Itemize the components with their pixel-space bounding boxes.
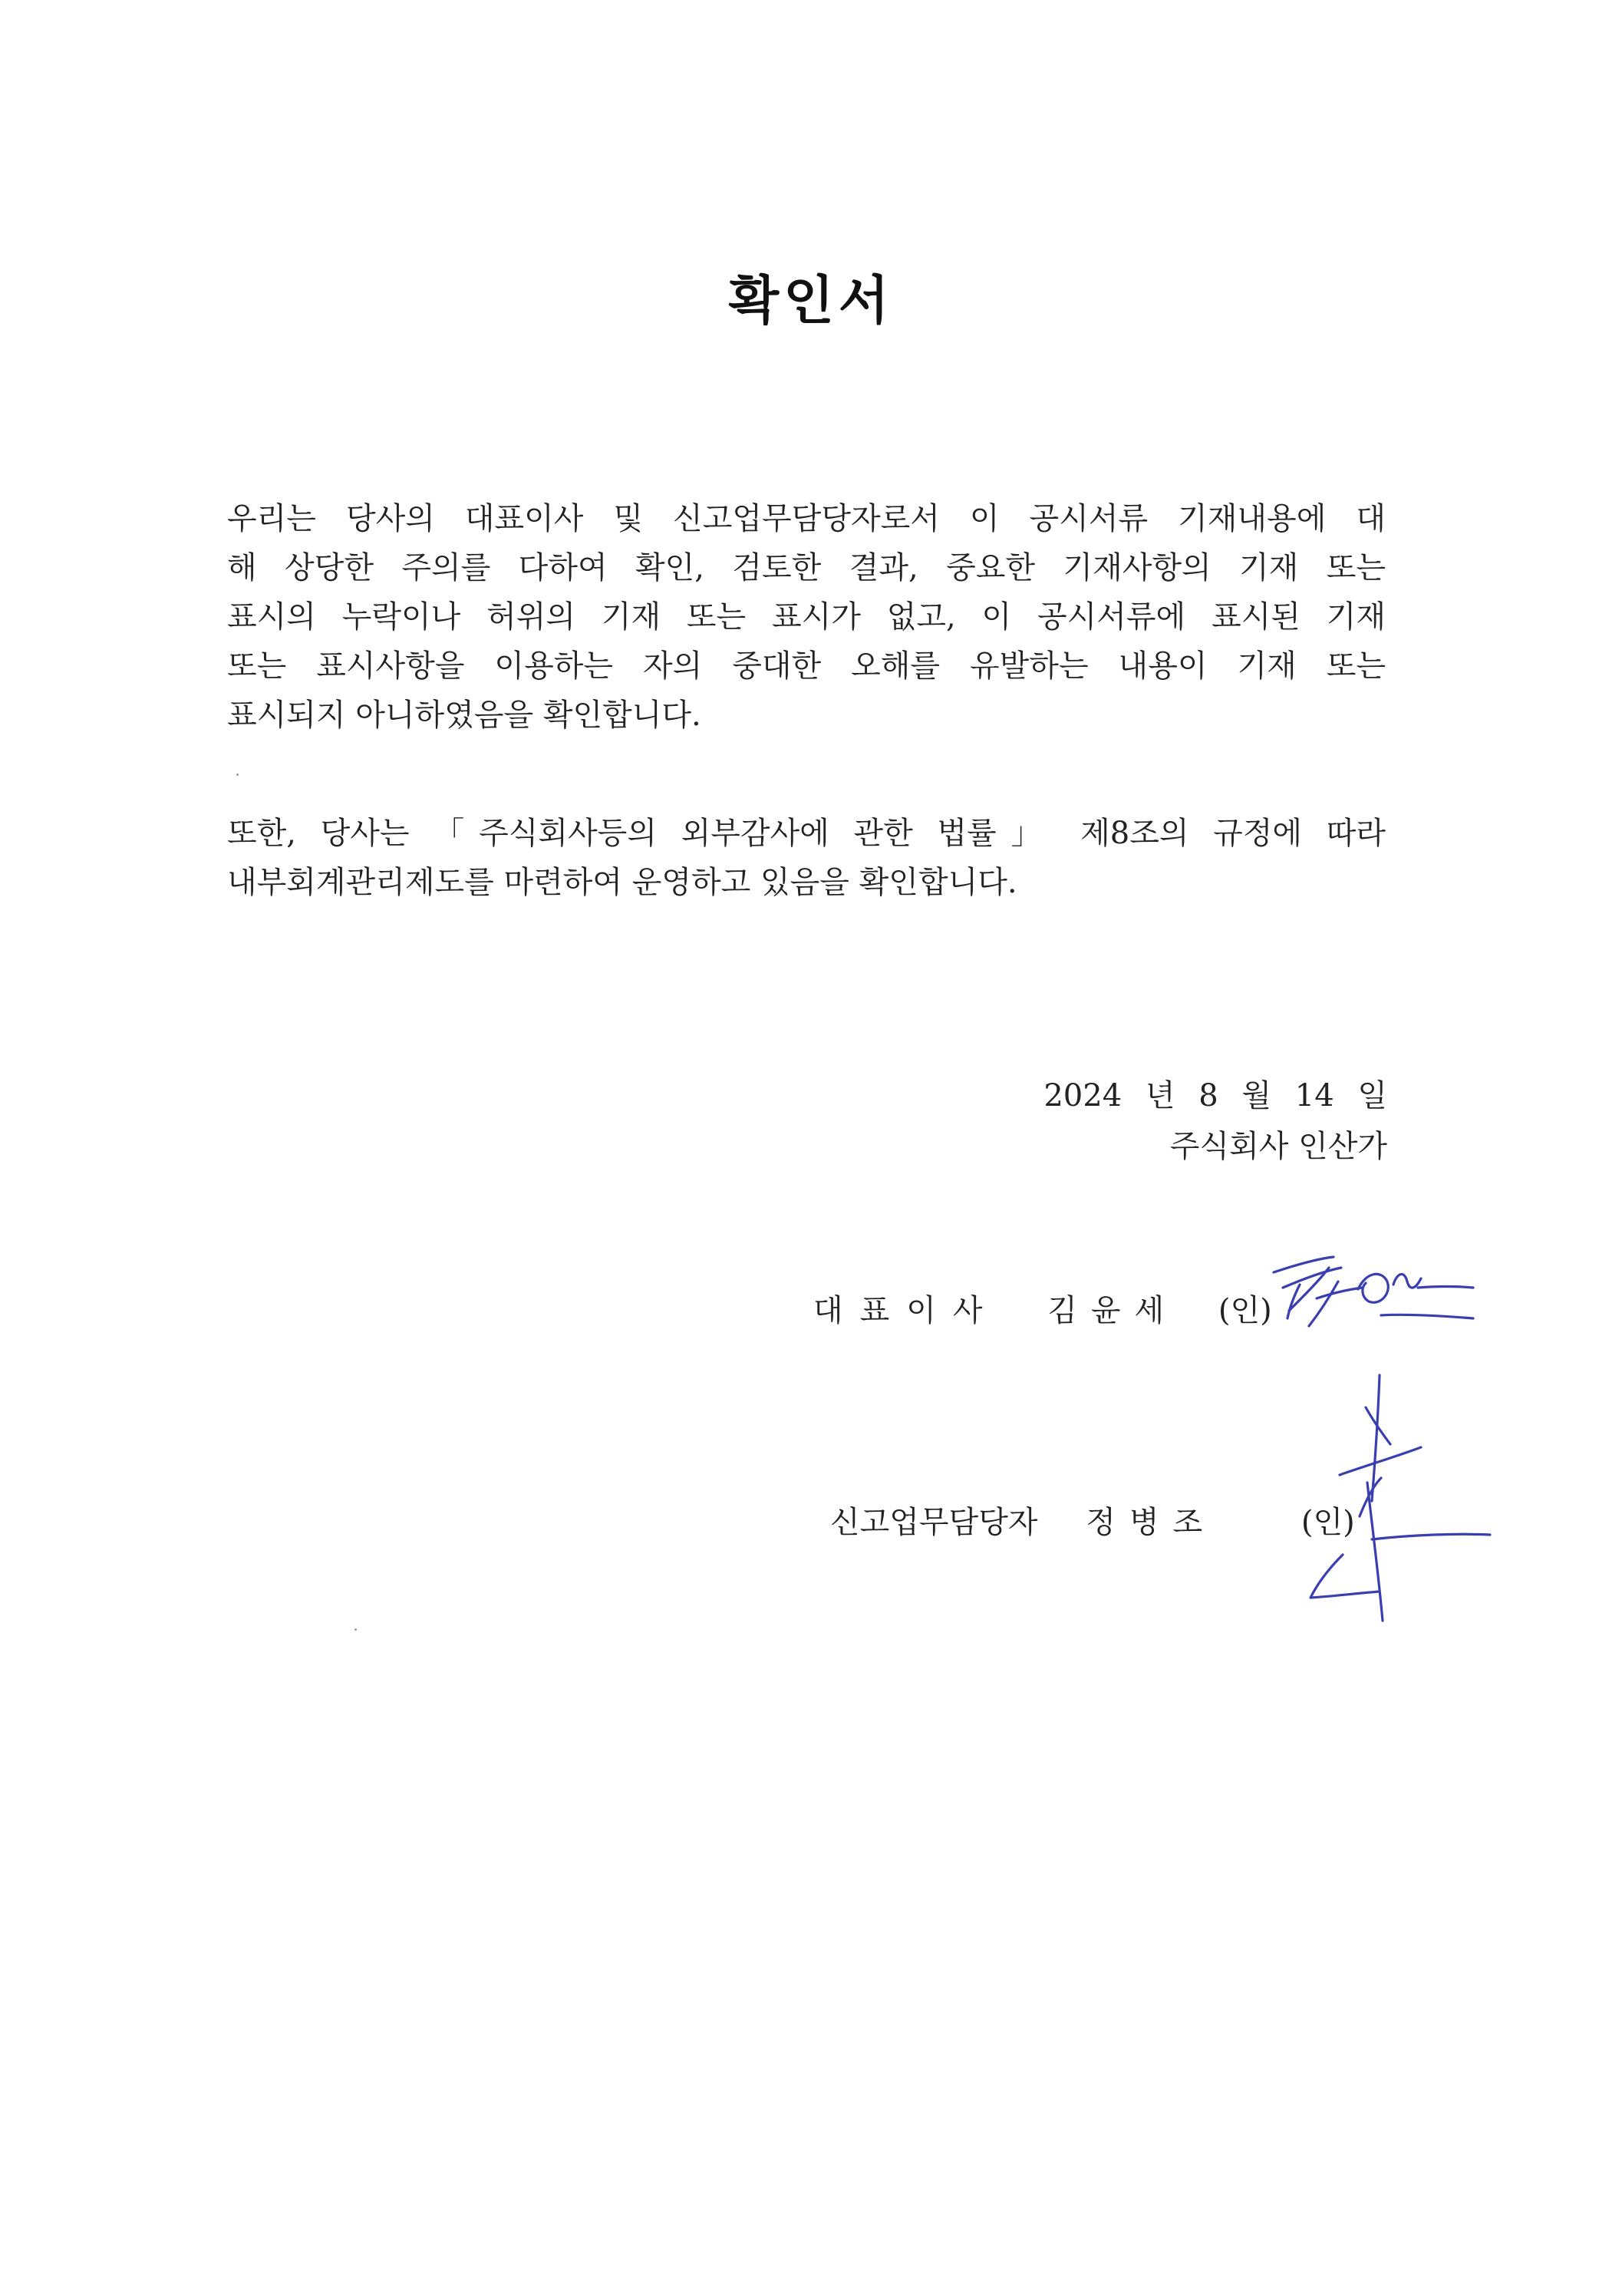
document-date: 2024 년 8 월 14 일 bbox=[1043, 1078, 1387, 1113]
confirmation-paragraph bbox=[227, 494, 1386, 740]
signatory-name: 정병조 bbox=[1086, 1505, 1217, 1540]
internal-control-paragraph bbox=[227, 809, 1386, 907]
company-name: 주식회사 인산가 bbox=[1169, 1129, 1387, 1164]
document-title: 확인서 bbox=[728, 271, 894, 332]
paragraph-line: 또한, 당사는 「주식회사등의 외부감사에 관한 법률」 제8조의 규정에 따라 bbox=[227, 816, 1386, 851]
paragraph-line: 우리는 당사의 대표이사 및 신고업무담당자로서 이 공시서류 기재내용에 대 bbox=[227, 501, 1386, 536]
ceo-handwritten-signature bbox=[1243, 1242, 1488, 1349]
paragraph-line: 내부회계관리제도를 마련하여 운영하고 있음을 확인합니다. bbox=[227, 865, 1017, 900]
ceo-signature-row bbox=[813, 1286, 1272, 1330]
seal-mark: (인) bbox=[1218, 1293, 1272, 1328]
signatory-role: 신고업무담당자 bbox=[830, 1505, 1038, 1540]
signatory-role: 대표이사 bbox=[813, 1293, 1000, 1328]
paragraph-line: 표시되지 아니하였음을 확인합니다. bbox=[227, 698, 701, 733]
paragraph-line: 또는 표시사항을 이용하는 자의 중대한 오해를 유발하는 내용이 기재 또는 bbox=[227, 648, 1386, 684]
signatory-name: 김윤세 bbox=[1047, 1293, 1179, 1328]
paragraph-line: 해 상당한 주의를 다하여 확인, 검토한 결과, 중요한 기재사항의 기재 또는 bbox=[227, 550, 1386, 586]
scan-speck bbox=[236, 774, 239, 776]
paragraph-line: 표시의 누락이나 허위의 기재 또는 표시가 없고, 이 공시서류에 표시된 기재 bbox=[227, 599, 1386, 635]
disclosure-officer-signature-row bbox=[830, 1498, 1355, 1542]
scan-speck bbox=[354, 1628, 357, 1631]
seal-mark: (인) bbox=[1301, 1505, 1355, 1540]
